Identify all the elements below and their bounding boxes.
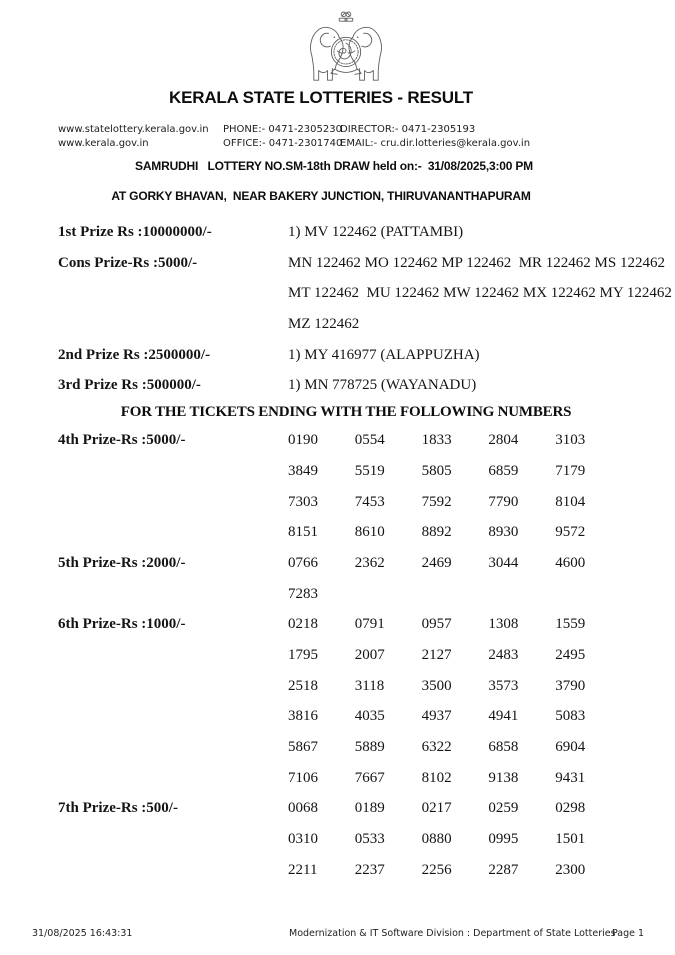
ticket-number: 5889 — [354, 739, 385, 755]
ticket-number: 2804 — [488, 432, 519, 449]
ticket-number: 7790 — [488, 493, 519, 510]
prize-row — [58, 548, 634, 579]
prize-row — [58, 732, 634, 763]
contact-info — [58, 123, 634, 151]
page-title: KERALA STATE LOTTERIES - RESULT — [169, 88, 473, 107]
ending-numbers-heading: FOR THE TICKETS ENDING WITH THE FOLLOWING NUMBERS — [120, 404, 572, 421]
ticket-number: 2287 — [488, 861, 519, 878]
prize-label — [58, 309, 288, 340]
ticket-number: 2237 — [354, 861, 385, 878]
ticket-number-row — [288, 456, 622, 487]
prize-row — [58, 609, 634, 640]
ticket-number: 6322 — [421, 739, 452, 755]
ticket-number: 0791 — [354, 616, 385, 633]
ticket-number: 7303 — [288, 493, 318, 510]
ticket-number: 3044 — [488, 554, 519, 571]
prize-row — [58, 824, 634, 855]
ticket-number-row — [288, 824, 622, 855]
ticket-number-row — [288, 609, 622, 640]
ending-prizes-section — [58, 425, 634, 885]
ticket-number: 3500 — [421, 677, 452, 694]
ticket-number-row — [288, 517, 622, 548]
ticket-number: 2211 — [288, 861, 318, 878]
ticket-number-row — [288, 579, 355, 610]
ticket-number: 8930 — [488, 524, 519, 541]
ticket-number: 0766 — [288, 554, 318, 571]
ticket-number: 0995 — [488, 831, 519, 848]
prize-label: 7th Prize-Rs :500/- — [58, 800, 178, 817]
ticket-number: 7179 — [555, 462, 586, 479]
prize-row — [58, 763, 634, 794]
kerala-govt-emblem-icon — [298, 8, 394, 88]
prize-label — [58, 579, 288, 610]
prize-value: 1) MV 122462 (PATTAMBI) — [288, 224, 464, 240]
ticket-number: 2469 — [421, 554, 452, 571]
ticket-number: 7453 — [354, 493, 385, 510]
prize-label: 6th Prize-Rs :1000/- — [58, 616, 186, 633]
phone-number: PHONE:- 0471-2305230 — [223, 124, 342, 135]
top-prizes-section — [58, 217, 672, 401]
ticket-number: 2256 — [421, 861, 452, 878]
ticket-number: 7667 — [354, 769, 385, 786]
prize-row — [58, 517, 634, 548]
ticket-number: 3103 — [555, 432, 586, 449]
ticket-number: 5805 — [421, 462, 452, 479]
prize-label — [58, 278, 288, 309]
ticket-number: 0189 — [354, 800, 385, 817]
footer-page-number: Page 1 — [612, 928, 645, 939]
prize-label — [58, 763, 288, 794]
prize-label — [58, 824, 288, 855]
prize-label: 5th Prize-Rs :2000/- — [58, 554, 186, 571]
prize-value: MZ 122462 — [288, 316, 360, 333]
prize-row — [58, 370, 634, 401]
ticket-number: 3118 — [354, 677, 385, 694]
ticket-number: 8102 — [421, 769, 452, 786]
ticket-number: 4941 — [488, 708, 519, 725]
ticket-number-row — [288, 855, 622, 886]
ticket-number: 2007 — [354, 646, 385, 663]
office-number: OFFICE:- 0471-2301740 — [223, 138, 343, 149]
prize-label: Cons Prize-Rs :5000/- — [58, 254, 198, 271]
ticket-number: 0554 — [354, 432, 385, 449]
prize-row — [58, 640, 634, 671]
ticket-number: 0310 — [288, 831, 318, 848]
prize-row — [58, 671, 634, 702]
prize-label — [58, 487, 288, 518]
prize-row — [58, 855, 634, 886]
ticket-number-row — [288, 487, 622, 518]
ticket-number: 8104 — [555, 493, 586, 510]
footer-division: Modernization & IT Software Division : Department of State Lotteries — [289, 928, 616, 939]
website-kerala: www.kerala.gov.in — [58, 138, 149, 149]
ticket-number: 7592 — [421, 493, 452, 510]
ticket-number: 2518 — [288, 677, 318, 694]
ticket-number-row — [288, 793, 622, 824]
ticket-number: 5083 — [555, 708, 586, 725]
email-address: EMAIL:- cru.dir.lotteries@kerala.gov.in — [340, 138, 531, 149]
ticket-number: 9572 — [555, 524, 586, 541]
prize-row — [58, 793, 634, 824]
prize-row — [58, 248, 665, 279]
prize-row — [58, 701, 634, 732]
prize-value: 1) MY 416977 (ALAPPUZHA) — [288, 346, 480, 363]
ticket-number-row — [288, 548, 622, 579]
draw-info-line: SAMRUDHI LOTTERY NO.SM-18th DRAW held on:- 31/08/2025,3:00 PM — [135, 159, 533, 173]
ticket-number-row — [288, 671, 622, 702]
prize-label: 2nd Prize Rs :2500000/- — [58, 346, 211, 363]
ticket-number: 8151 — [288, 524, 318, 541]
ticket-number: 0298 — [555, 800, 586, 817]
document-content — [58, 0, 672, 885]
ticket-number: 0217 — [421, 800, 452, 817]
ticket-number-row — [288, 732, 622, 763]
footer-timestamp: 31/08/2025 16:43:31 — [32, 928, 133, 939]
ticket-number: 1559 — [555, 616, 586, 633]
ticket-number: 1501 — [555, 831, 586, 848]
ticket-number: 0533 — [354, 831, 385, 848]
venue-line: AT GORKY BHAVAN, NEAR BAKERY JUNCTION, THIRUVANANTHAPURAM — [111, 189, 531, 203]
prize-label — [58, 732, 288, 763]
prize-label — [58, 855, 288, 886]
ticket-number: 8610 — [354, 524, 385, 541]
prize-label — [58, 517, 288, 548]
ticket-number: 9138 — [488, 769, 519, 786]
ticket-number: 9431 — [555, 769, 586, 786]
ticket-number: 4600 — [555, 554, 586, 571]
prize-row — [58, 217, 634, 248]
ticket-number: 7106 — [288, 769, 318, 786]
prize-row — [58, 340, 634, 371]
ticket-number: 1833 — [421, 432, 452, 449]
ticket-number: 0957 — [421, 616, 452, 633]
ticket-number: 1795 — [288, 646, 318, 663]
emblem-container — [58, 0, 634, 88]
ticket-number: 6904 — [555, 739, 586, 755]
prize-row — [58, 425, 634, 456]
prize-label: 1st Prize Rs :10000000/- — [58, 224, 212, 240]
ticket-number: 0259 — [488, 800, 519, 817]
ticket-number: 4035 — [354, 708, 385, 725]
prize-label — [58, 701, 288, 732]
prize-label — [58, 640, 288, 671]
director-number: DIRECTOR:- 0471-2305193 — [340, 124, 476, 135]
prize-value: MN 122462 MO 122462 MP 122462 MR 122462 MS 122462 — [288, 254, 665, 271]
ticket-number: 2495 — [555, 646, 586, 663]
prize-row — [58, 456, 634, 487]
prize-row — [58, 487, 634, 518]
ticket-number: 2362 — [354, 554, 385, 571]
ticket-number: 2483 — [488, 646, 519, 663]
ticket-number: 0218 — [288, 616, 318, 633]
ticket-number: 0880 — [421, 831, 452, 848]
ticket-number: 0190 — [288, 432, 318, 449]
ticket-number: 4937 — [421, 708, 452, 725]
ticket-number-row — [288, 640, 622, 671]
prize-row — [58, 278, 672, 309]
ticket-number: 6859 — [488, 462, 519, 479]
ticket-number: 3849 — [288, 462, 318, 479]
ticket-number: 6858 — [488, 739, 519, 755]
ticket-number: 2300 — [555, 861, 586, 878]
ticket-number: 1308 — [488, 616, 519, 633]
ticket-number: 0068 — [288, 800, 318, 817]
ticket-number: 5519 — [354, 462, 385, 479]
prize-label — [58, 456, 288, 487]
prize-value: 1) MN 778725 (WAYANADU) — [288, 377, 477, 394]
prize-row — [58, 309, 634, 340]
ticket-number: 8892 — [421, 524, 452, 541]
prize-label — [58, 671, 288, 702]
prize-label: 3rd Prize Rs :500000/- — [58, 377, 201, 394]
ticket-number-row — [288, 701, 622, 732]
prize-label: 4th Prize-Rs :5000/- — [58, 432, 186, 449]
ticket-number: 5867 — [288, 739, 318, 755]
ticket-number: 2127 — [421, 646, 452, 663]
ticket-number-row — [288, 425, 622, 456]
ticket-number: 3816 — [288, 708, 318, 725]
prize-row — [58, 579, 634, 610]
prize-value: MT 122462 MU 122462 MW 122462 MX 122462 MY 122462 — [288, 285, 672, 302]
website-statelottery: www.statelottery.kerala.gov.in — [58, 124, 209, 135]
ticket-number: 3790 — [555, 677, 586, 694]
ticket-number-row — [288, 763, 622, 794]
ticket-number: 7283 — [288, 585, 318, 602]
ticket-number: 3573 — [488, 677, 519, 694]
